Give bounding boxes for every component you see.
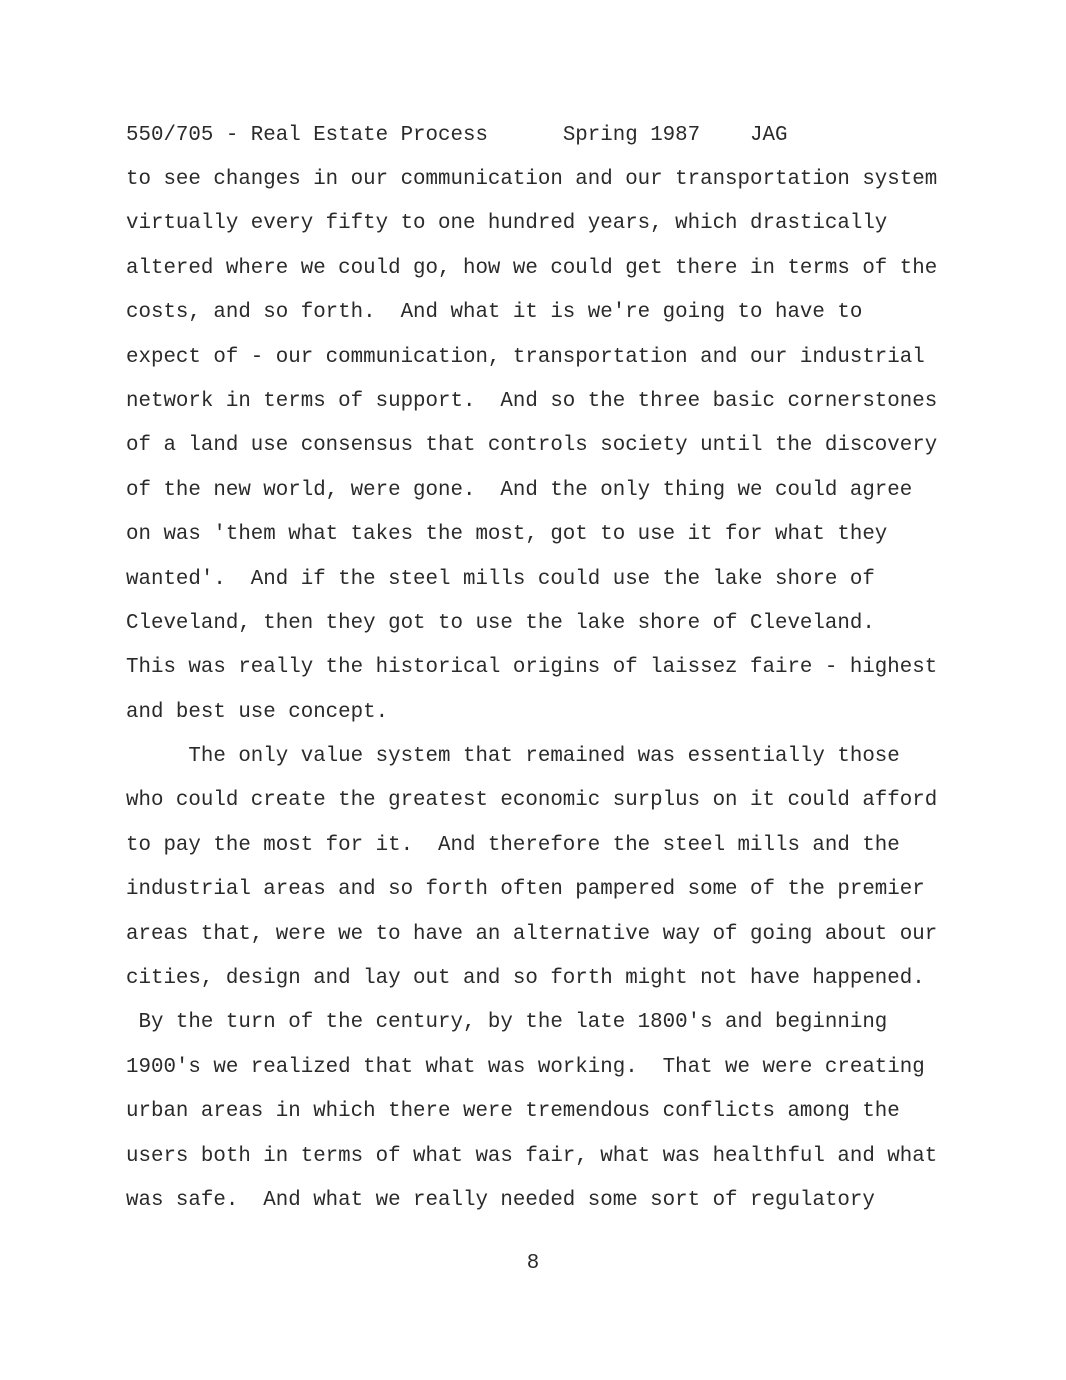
text-line: who could create the greatest economic surplus on it could afford [126, 789, 938, 813]
text-line: areas that, were we to have an alternative way of going about our [126, 922, 938, 946]
text-line: and best use concept. [126, 700, 389, 724]
text-line: Cleveland, then they got to use the lake shore of Cleveland. [126, 611, 875, 635]
text-line: virtually every fifty to one hundred years, which drastically [126, 212, 888, 236]
text-line: This was really the historical origins of laissez faire - highest [126, 656, 938, 680]
text-line: industrial areas and so forth often pampered some of the premier [126, 878, 925, 902]
text-line: expect of - our communication, transportation and our industrial [126, 345, 925, 369]
body-text [126, 166, 956, 1231]
author-initials: JAG [750, 124, 788, 147]
text-line: users both in terms of what was fair, what was healthful and what [126, 1144, 938, 1168]
text-line: cities, design and lay out and so forth might not have happened. [126, 967, 925, 991]
course-title: 550/705 - Real Estate Process [126, 124, 488, 147]
text-line: of a land use consensus that controls society until the discovery [126, 434, 938, 458]
term: Spring 1987 [562, 124, 701, 147]
text-line: By the turn of the century, by the late 1800's and beginning [126, 1011, 888, 1035]
text-line: costs, and so forth. And what it is we're going to have to [126, 301, 863, 325]
text-line: on was 'them what takes the most, got to use it for what they [126, 523, 888, 547]
text-line: 1900's we realized that what was working. That we were creating [126, 1055, 925, 1079]
page-header [126, 122, 788, 150]
text-line: altered where we could go, how we could get there in terms of the [126, 256, 938, 280]
text-line: to pay the most for it. And therefore the steel mills and the [126, 833, 900, 857]
text-line: of the new world, were gone. And the only thing we could agree [126, 478, 913, 502]
text-line: network in terms of support. And so the three basic cornerstones [126, 389, 938, 413]
text-line: wanted'. And if the steel mills could use the lake shore of [126, 567, 875, 591]
page-number: 8 [526, 1252, 540, 1275]
text-line: The only value system that remained was essentially those [126, 745, 900, 769]
text-line: was safe. And what we really needed some sort of regulatory [126, 1188, 875, 1212]
text-line: to see changes in our communication and our transportation system [126, 168, 938, 191]
text-line: urban areas in which there were tremendous conflicts among the [126, 1100, 900, 1124]
